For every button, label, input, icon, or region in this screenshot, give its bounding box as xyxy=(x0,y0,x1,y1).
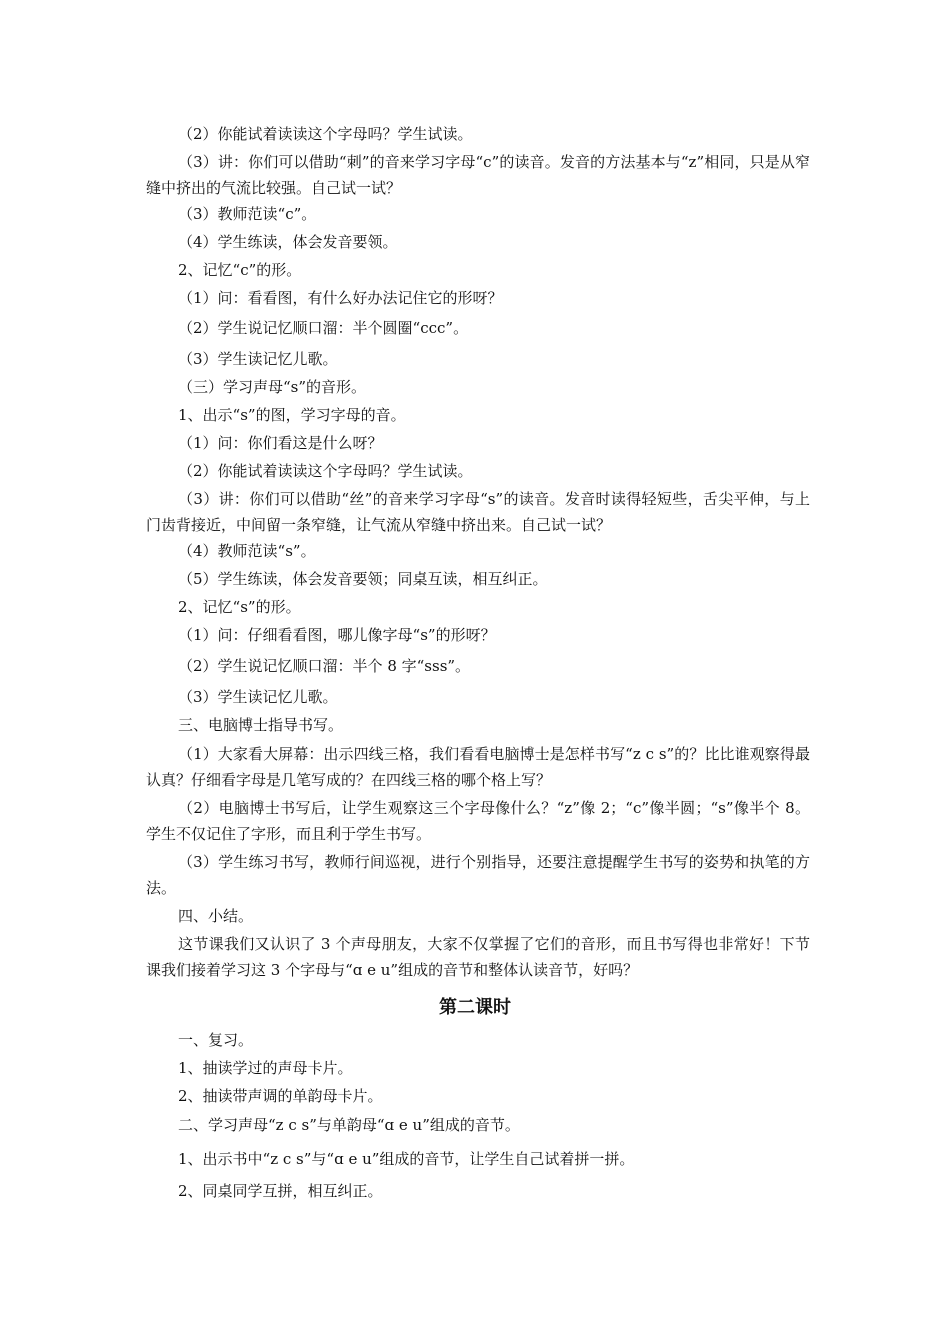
paragraph: （4）教师范读“s”。 xyxy=(178,542,316,560)
paragraph: 这节课我们又认识了 3 个声母朋友，大家不仅掌握了它们的音形，而且书写得也非常好！下节课我们接着学习这 3 个字母与“ɑ e u”组成的音节和整体认读音节，好吗？ xyxy=(146,935,810,979)
paragraph: （1）问：你们看这是什么呀？ xyxy=(178,434,383,452)
paragraph: 2、记忆“s”的形。 xyxy=(178,598,301,616)
paragraph: 三、电脑博士指导书写。 xyxy=(178,716,344,734)
paragraph: （4）学生练读，体会发音要领。 xyxy=(178,233,398,251)
paragraph: 2、记忆“c”的形。 xyxy=(178,261,302,279)
paragraph: 2、同桌同学互拼，相互纠正。 xyxy=(178,1182,383,1200)
paragraph: （3）学生读记忆儿歌。 xyxy=(178,688,338,706)
paragraph: 2、抽读带声调的单韵母卡片。 xyxy=(178,1087,383,1105)
paragraph: 四、小结。 xyxy=(178,907,254,925)
paragraph: （1）大家看大屏幕：出示四线三格，我们看看电脑博士是怎样书写“z c s”的？比比谁观察得最认真？仔细看字母是几笔写成的？在四线三格的哪个格上写？ xyxy=(146,745,810,789)
paragraph: （3）学生读记忆儿歌。 xyxy=(178,350,338,368)
paragraph: （3）讲：你们可以借助“刺”的音来学习字母“c”的读音。发音的方法基本与“z”相同，只是从窄缝中挤出的气流比较强。自己试一试？ xyxy=(146,153,810,197)
section-title: 第二课时 xyxy=(439,997,511,1018)
paragraph: （三）学习声母“s”的音形。 xyxy=(178,378,367,396)
paragraph: 1、出示书中“z c s”与“ɑ e u”组成的音节，让学生自己试着拼一拼。 xyxy=(178,1150,635,1168)
paragraph: （2）你能试着读读这个字母吗？学生试读。 xyxy=(178,125,473,143)
paragraph: （2）学生说记忆顺口溜：半个 8 字“sss”。 xyxy=(178,657,471,675)
paragraph: （2）电脑博士书写后，让学生观察这三个字母像什么？“z”像 2；“c”像半圆；“s”像半个 8。学生不仅记住了字形，而且利于学生书写。 xyxy=(146,799,810,843)
paragraph: （1）问：看看图，有什么好办法记住它的形呀？ xyxy=(178,289,503,307)
paragraph: （2）你能试着读读这个字母吗？学生试读。 xyxy=(178,462,473,480)
paragraph: 二、学习声母“z c s”与单韵母“ɑ e u”组成的音节。 xyxy=(178,1116,520,1134)
paragraph: 1、抽读学过的声母卡片。 xyxy=(178,1059,353,1077)
paragraph: （3）讲：你们可以借助“丝”的音来学习字母“s”的读音。发音时读得轻短些，舌尖平伸，与上门齿背接近，中间留一条窄缝，让气流从窄缝中挤出来。自己试一试？ xyxy=(146,490,810,534)
paragraph: （2）学生说记忆顺口溜：半个圆圈“ccc”。 xyxy=(178,319,469,337)
paragraph: （3）教师范读“c”。 xyxy=(178,205,317,223)
paragraph: （3）学生练习书写，教师行间巡视，进行个别指导，还要注意提醒学生书写的姿势和执笔的方法。 xyxy=(146,853,810,897)
paragraph: 1、出示“s”的图，学习字母的音。 xyxy=(178,406,406,424)
paragraph: （1）问：仔细看看图，哪儿像字母“s”的形呀？ xyxy=(178,626,496,644)
paragraph: 一、复习。 xyxy=(178,1031,254,1049)
paragraph: （5）学生练读，体会发音要领；同桌互读，相互纠正。 xyxy=(178,570,548,588)
